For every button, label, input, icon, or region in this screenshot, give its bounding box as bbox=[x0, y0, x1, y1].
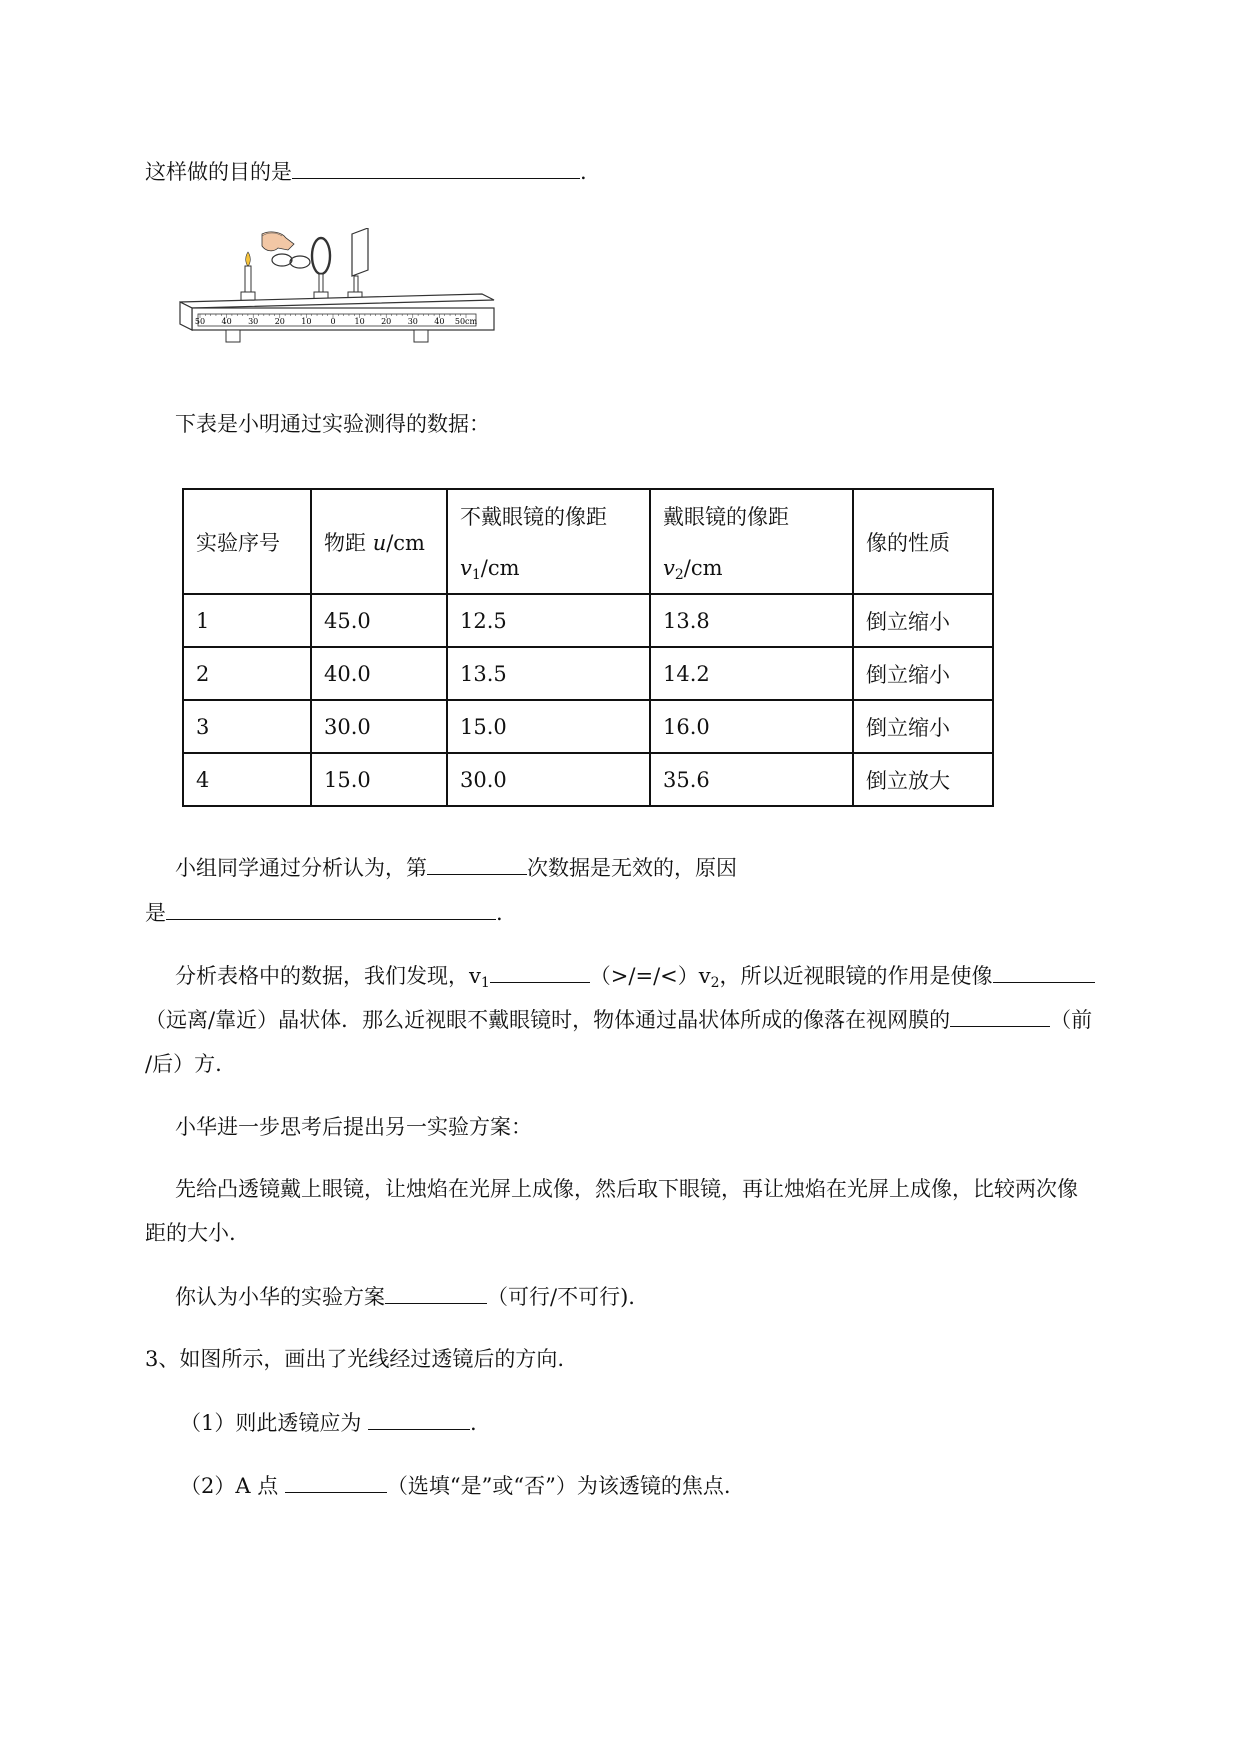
header-image-nature: 像的性质 bbox=[853, 489, 993, 594]
scale-label: 40 bbox=[434, 317, 445, 326]
question-invalid-line2: 是 . bbox=[145, 897, 503, 928]
table-row bbox=[183, 594, 993, 647]
header-object-distance: 物距 u/cm bbox=[311, 489, 447, 594]
answer-blank-feasible[interactable] bbox=[385, 1281, 487, 1304]
table-cell: 16.0 bbox=[650, 700, 853, 753]
scale-label: 10 bbox=[301, 317, 312, 326]
answer-blank-compare[interactable] bbox=[490, 960, 590, 983]
table-cell: 13.5 bbox=[447, 647, 650, 700]
table-cell: 倒立缩小 bbox=[853, 700, 993, 753]
xiaohua-plan-line1: 先给凸透镜戴上眼镜，让烛焰在光屏上成像，然后取下眼镜，再让烛焰在光屏上成像，比较两次像 bbox=[175, 1177, 1078, 1201]
scale-label: 40 bbox=[221, 317, 232, 326]
table-intro: 下表是小明通过实验测得的数据： bbox=[175, 412, 490, 436]
table-row bbox=[183, 700, 993, 753]
table-cell: 倒立缩小 bbox=[853, 647, 993, 700]
scale-label: 20 bbox=[381, 317, 392, 326]
table-cell: 40.0 bbox=[311, 647, 447, 700]
hand-icon bbox=[262, 232, 294, 251]
table-cell: 45.0 bbox=[311, 594, 447, 647]
answer-blank-invalid-trial[interactable] bbox=[427, 852, 527, 875]
answer-blank-invalid-reason[interactable] bbox=[166, 897, 496, 920]
table-cell: 倒立放大 bbox=[853, 753, 993, 806]
question-3-title: 3、如图所示，画出了光线经过透镜后的方向. bbox=[145, 1347, 565, 1371]
table-cell: 倒立缩小 bbox=[853, 594, 993, 647]
scale-label: 10 bbox=[354, 317, 365, 326]
header-trial-number: 实验序号 bbox=[183, 489, 311, 594]
header-image-distance-with-glasses: 戴眼镜的像距 $v_2/cm$ bbox=[650, 489, 853, 594]
question-analysis-line1: 分析表格中的数据，我们发现，$v_1$ $(>/=/<)v_2$，所以近视眼镜的作用是使像 bbox=[175, 960, 1095, 998]
xiaohua-plan-line2: 距的大小. bbox=[145, 1221, 236, 1245]
table-row bbox=[183, 753, 993, 806]
data-table bbox=[182, 488, 994, 807]
table-cell: 13.8 bbox=[650, 594, 853, 647]
table-cell: 12.5 bbox=[447, 594, 650, 647]
optical-bench-illustration bbox=[178, 228, 500, 368]
scale-label: 20 bbox=[274, 317, 285, 326]
question-3-sub1: （1）则此透镜应为 . bbox=[180, 1407, 477, 1438]
glasses-icon bbox=[272, 254, 310, 268]
table-cell: 14.2 bbox=[650, 647, 853, 700]
question-feasible: 你认为小华的实验方案 （可行/不可行). bbox=[175, 1281, 635, 1312]
scale-label: 30 bbox=[248, 317, 259, 326]
question-analysis-line2: （远离/靠近）晶状体．那么近视眼不戴眼镜时，物体通过晶状体所成的像落在视网膜的 （前 bbox=[145, 1004, 1092, 1035]
intro-line: 这样做的目的是 . bbox=[145, 156, 587, 187]
table-row bbox=[183, 647, 993, 700]
question-invalid-line1: 小组同学通过分析认为，第 次数据是无效的，原因 bbox=[175, 852, 737, 883]
scale-label: 50 bbox=[194, 317, 206, 326]
table-cell: 3 bbox=[183, 700, 311, 753]
question-analysis-line3: /后）方. bbox=[145, 1052, 222, 1076]
table-cell: 30.0 bbox=[447, 753, 650, 806]
lens-icon bbox=[312, 238, 330, 302]
table-cell: 1 bbox=[183, 594, 311, 647]
answer-blank-direction[interactable] bbox=[993, 960, 1095, 983]
table-cell: 15.0 bbox=[447, 700, 650, 753]
table-cell: 15.0 bbox=[311, 753, 447, 806]
answer-blank-focal-point[interactable] bbox=[285, 1470, 387, 1493]
table-cell: 35.6 bbox=[650, 753, 853, 806]
candle-icon bbox=[241, 252, 255, 302]
table-cell: 4 bbox=[183, 753, 311, 806]
question-3-sub2: （2）A 点 （选填“是”或“否”）为该透镜的焦点. bbox=[180, 1470, 731, 1501]
header-image-distance-no-glasses: 不戴眼镜的像距 $v_1/cm$ bbox=[447, 489, 650, 594]
table-header-row bbox=[183, 489, 993, 594]
screen-icon bbox=[348, 228, 368, 302]
scale-label: 50cm bbox=[454, 317, 478, 326]
table-cell: 30.0 bbox=[311, 700, 447, 753]
answer-blank-purpose[interactable] bbox=[292, 156, 580, 179]
xiaohua-intro: 小华进一步思考后提出另一实验方案： bbox=[175, 1115, 532, 1139]
answer-blank-front-back[interactable] bbox=[950, 1004, 1050, 1027]
answer-blank-lens-type[interactable] bbox=[368, 1407, 470, 1430]
scale-label: 0 bbox=[330, 317, 336, 326]
scale-label: 30 bbox=[407, 317, 418, 326]
table-cell: 2 bbox=[183, 647, 311, 700]
